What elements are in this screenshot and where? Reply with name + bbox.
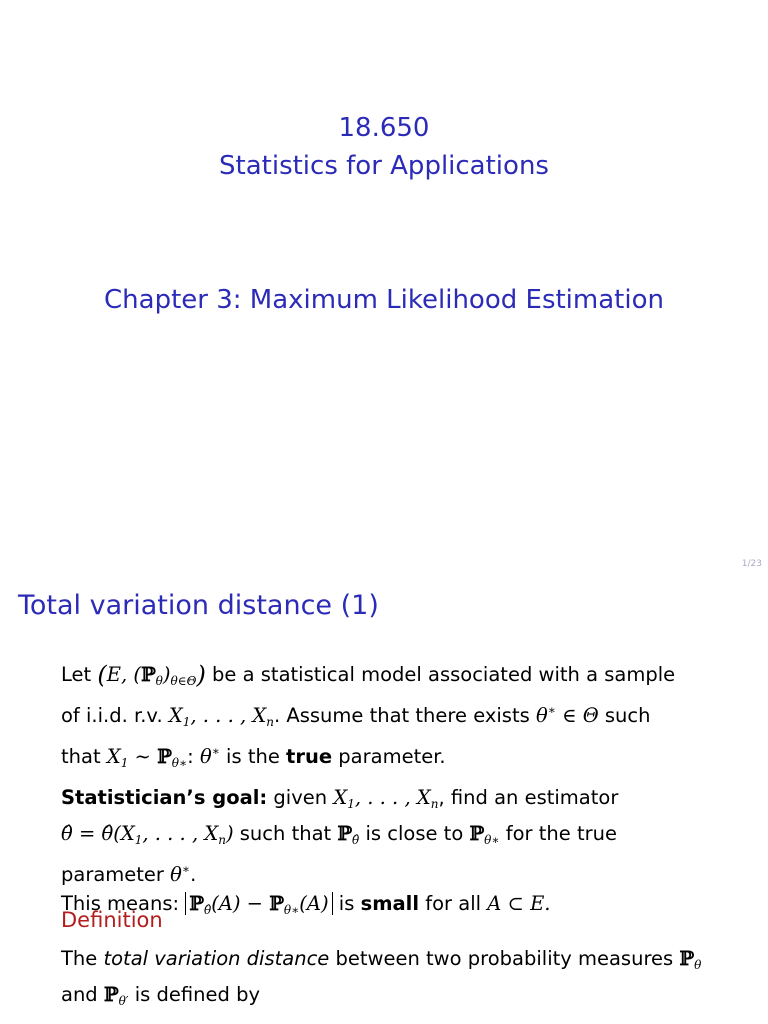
line: and ℙ$_{\theta'}$ is defined by: [61, 983, 260, 1008]
paragraph-goal: [61, 783, 721, 925]
chapter-title: Chapter 3: Maximum Likelihood Estimation: [104, 285, 664, 315]
line: that $X_1$ ∼ ℙ$_{\theta∗}$: θ∗ is the true parameter.: [61, 744, 446, 770]
definition-title: Definition: [61, 908, 163, 932]
difference-formula: ℙ$_{\thetâ}$(A) − ℙ$_{\theta∗}$(A): [185, 892, 332, 915]
line: parameter θ∗.: [61, 862, 197, 886]
frame-title: Total variation distance (1): [18, 590, 379, 621]
distribution-formula: $X_1$ ∼ ℙ$_{\theta∗}$: [106, 745, 188, 770]
tv-term: total variation distance: [103, 947, 330, 970]
line: This means: ℙ$_{\thetâ}$(A) − ℙ$_{\theta∗}$(A) is small for all A ⊂ E.: [61, 892, 551, 917]
line: Let (E, $(ℙ_\theta)_{\theta\in\Theta}$) be a statistical model associated with a sample: [61, 661, 676, 689]
course-title: Statistics for Applications: [219, 151, 549, 181]
page-indicator: 1/23: [741, 559, 762, 569]
content-slide: [0, 576, 768, 1024]
course-number: 18.650: [338, 113, 430, 143]
sample-formula: $X_1$, . . . , $X_n$: [168, 704, 274, 729]
line: The total variation distance between two probability measures ℙ$_\theta$: [61, 947, 702, 972]
goal-label: Statistician’s goal:: [61, 786, 268, 809]
theta-star-formula: θ∗ ∈ Θ: [535, 703, 599, 727]
paragraph-definition: [61, 944, 721, 1016]
line: Statistician’s goal: given $X_1$, . . . , $X_n$, find an estimator: [61, 786, 619, 811]
estimator-formula: θ̂ = $\thetâ(X_1$, . . . , $X_n$): [61, 822, 234, 847]
line: θ̂ = $\thetâ(X_1$, . . . , $X_n$) such that ℙ$_{\thetâ}$ is close to ℙ$_{\theta∗}$ for the true: [61, 822, 617, 847]
line: of i.i.d. r.v. $X_1$, . . . , $X_n$. Assume that there exists θ∗ ∈ Θ such: [61, 703, 651, 729]
paragraph-model: [61, 660, 721, 778]
model-formula: (E, $(ℙ_\theta)_{\theta\in\Theta}$): [97, 661, 206, 689]
